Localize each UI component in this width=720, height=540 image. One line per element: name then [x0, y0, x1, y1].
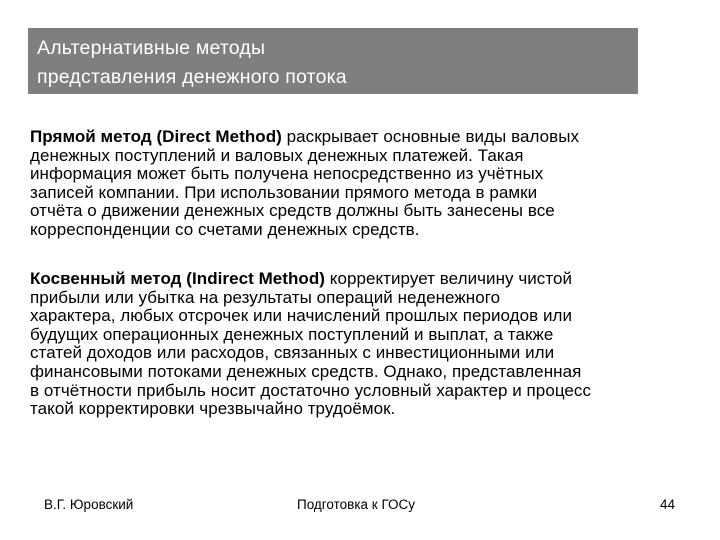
footer-author: В.Г. Юровский: [44, 497, 134, 512]
footer-course: Подготовка к ГОСу: [297, 497, 416, 512]
indirect-method-paragraph: [30, 270, 695, 419]
indirect-method-text-1: прибыли или убытка на результаты операций неденежного: [30, 287, 501, 307]
direct-method-text-4: отчёта о движении денежных средств должны быть занесены все: [30, 201, 555, 221]
indirect-method-text-4: статей доходов или расходов, связанных с инвестиционными или: [30, 343, 555, 363]
indirect-method-text-7: такой корректировки чрезвычайно трудоёмок.: [30, 399, 396, 419]
slide-title-line-2: представления денежного потока: [37, 66, 347, 88]
direct-method-term: Прямой метод (Direct Method): [30, 127, 282, 146]
slide-title-line-1: Альтернативные методы: [37, 37, 266, 59]
indirect-method-text-5: финансовыми потоками денежных средств. Однако, представленная: [30, 361, 582, 381]
direct-method-text-2: информация может быть получена непосредственно из учётных: [30, 164, 544, 184]
indirect-method-text-0: корректирует величину чистой: [325, 269, 573, 288]
direct-method-text-3: записей компании. При использовании прямого метода в рамки: [30, 182, 538, 202]
direct-method-text-1: денежных поступлений и валовых денежных платежей. Такая: [30, 145, 524, 165]
indirect-method-first-line: [30, 270, 695, 289]
direct-method-text-5: корреспонденции со счетами денежных средств.: [30, 219, 420, 239]
slide-title-box: [28, 28, 638, 94]
indirect-method-text-6: в отчётности прибыль носит достаточно условный характер и процесс: [30, 380, 592, 400]
indirect-method-term: Косвенный метод (Indirect Method): [30, 269, 326, 288]
indirect-method-text-2: характера, любых отсрочек или начислений прошлых периодов или: [30, 306, 573, 326]
indirect-method-text-3: будущих операционных денежных поступлений и выплат, а также: [30, 324, 554, 344]
footer-page-number: 44: [660, 497, 676, 512]
direct-method-first-line: [30, 128, 695, 147]
direct-method-paragraph: [30, 128, 695, 240]
direct-method-text-0: раскрывает основные виды валовых: [281, 127, 580, 146]
